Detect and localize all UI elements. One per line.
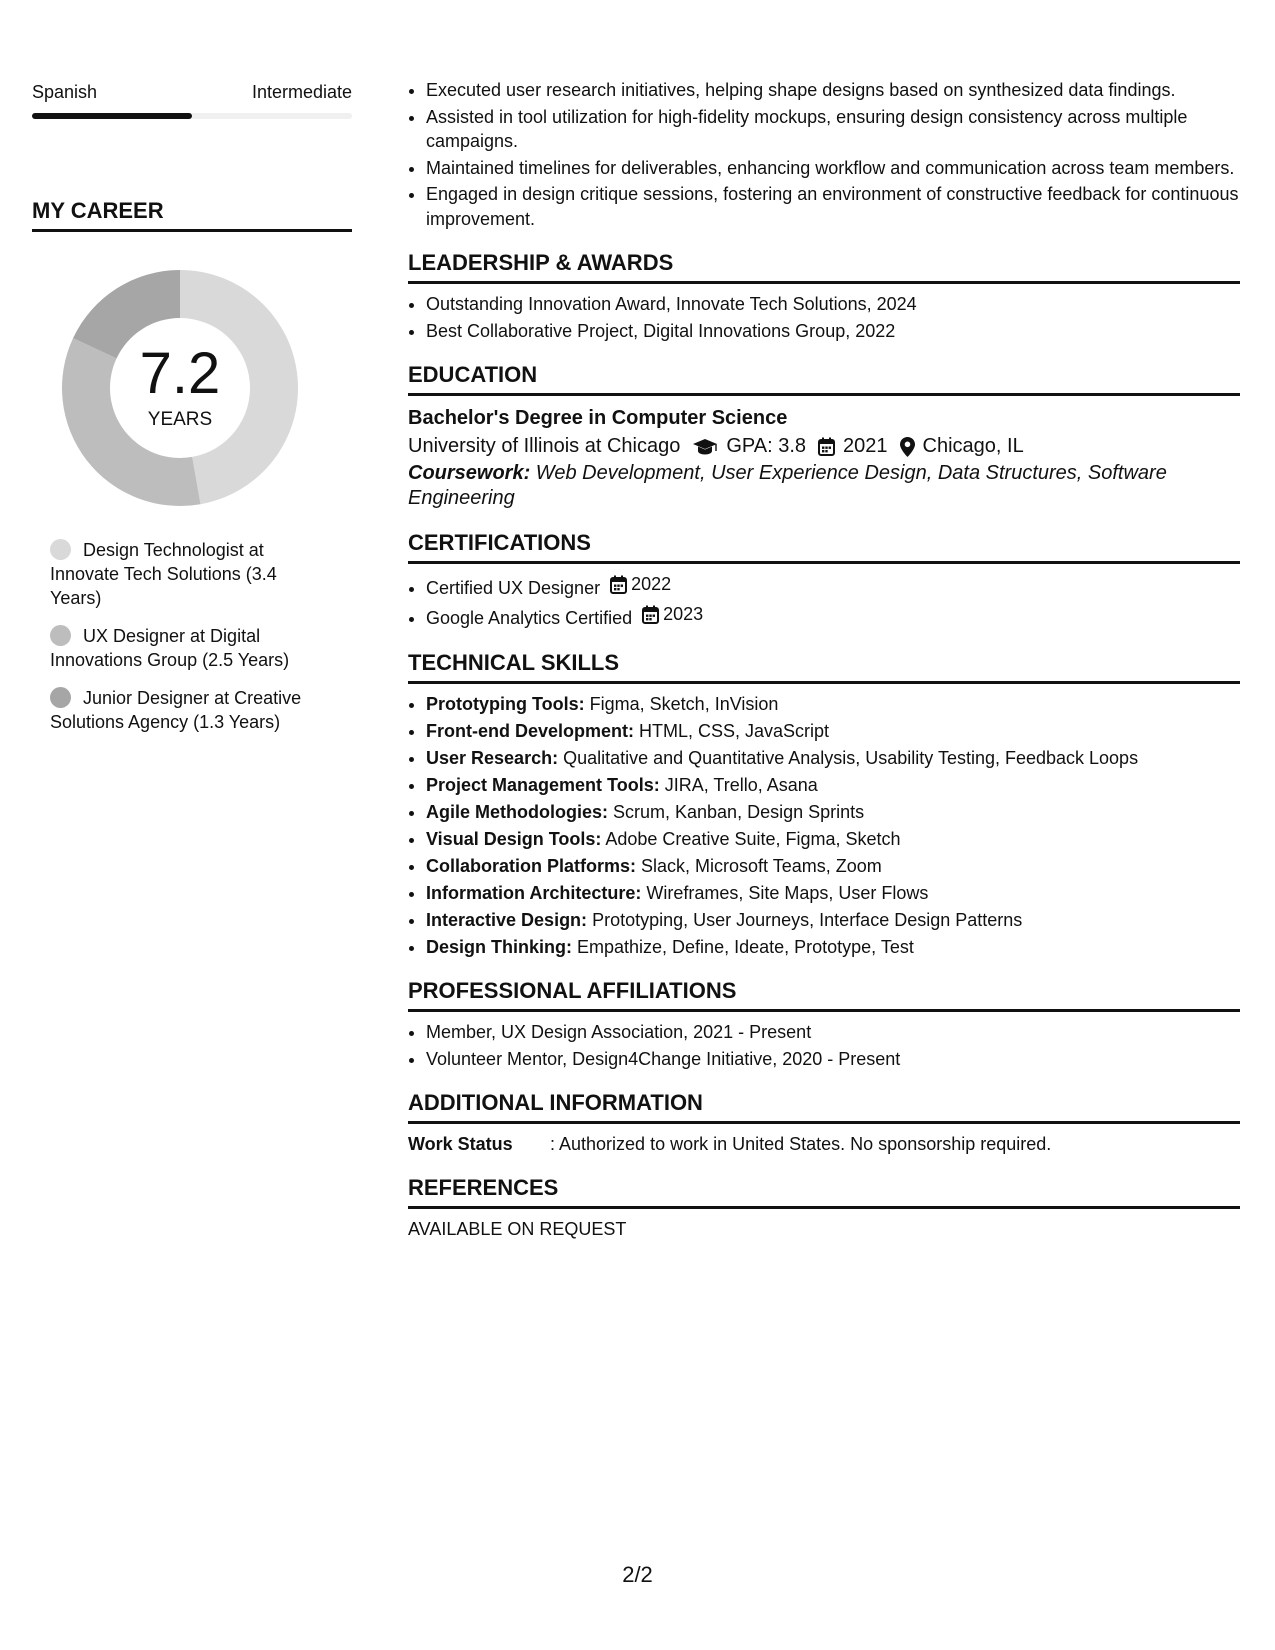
coursework-list: Web Development, User Experience Design, Data Structures, Software Engineering: [408, 462, 1167, 509]
education-location: Chicago, IL: [922, 435, 1024, 457]
skill-label: Visual Design Tools:: [426, 828, 602, 849]
affiliations-list: [408, 1020, 1240, 1071]
certification-year: 2023: [663, 604, 704, 625]
career-title: MY CAREER: [32, 197, 352, 232]
list-item: [426, 572, 1240, 600]
legend-dot: [50, 625, 71, 646]
skill-item: [426, 719, 1240, 744]
education-title: EDUCATION: [408, 361, 1240, 396]
language-proficiency-fill: [32, 113, 192, 119]
skill-item: [426, 935, 1240, 960]
graduation-cap-icon: [692, 438, 718, 456]
skill-value: JIRA, Trello, Asana: [659, 774, 818, 795]
skill-value: Prototyping, User Journeys, Interface Design Patterns: [587, 909, 1023, 930]
skill-value: Empathize, Define, Ideate, Prototype, Test: [572, 936, 914, 957]
work-status-row: [408, 1132, 1240, 1156]
map-pin-icon: [900, 437, 915, 457]
skill-item: [426, 854, 1240, 879]
skill-label: Agile Methodologies:: [426, 801, 608, 822]
skill-value: HTML, CSS, JavaScript: [634, 720, 830, 741]
skill-item: [426, 908, 1240, 933]
skill-value: Scrum, Kanban, Design Sprints: [608, 801, 865, 822]
skill-value: Slack, Microsoft Teams, Zoom: [636, 855, 882, 876]
list-item: • Outstanding Innovation Award, Innovate Tech Solutions, 2024: [426, 292, 1240, 317]
list-item: • Engaged in design critique sessions, fostering an environment of constructive feedback for continuous improvement.: [426, 182, 1240, 231]
skill-label: Design Thinking:: [426, 936, 572, 957]
education-details: [408, 432, 1240, 461]
certifications-title: CERTIFICATIONS: [408, 529, 1240, 564]
list-item: [426, 602, 1240, 630]
career-total-years: 7.2: [139, 341, 221, 406]
career-legend: [50, 538, 320, 734]
skills-title: TECHNICAL SKILLS: [408, 649, 1240, 684]
list-item: • Volunteer Mentor, Design4Change Initiative, 2020 - Present: [426, 1047, 1240, 1072]
references-text: AVAILABLE ON REQUEST: [408, 1219, 627, 1239]
legend-label: UX Designer at Digital Innovations Group (2.5 Years): [50, 626, 290, 670]
coursework-label: Coursework:: [408, 462, 531, 484]
language-row: [32, 80, 352, 104]
skill-item: [426, 746, 1240, 771]
skill-value: Adobe Creative Suite, Figma, Sketch: [601, 828, 901, 849]
work-status-label: Work Status: [408, 1134, 513, 1154]
certification-name: Certified UX Designer: [426, 577, 601, 598]
experience-bullets: [408, 78, 1240, 231]
skill-value: Wireframes, Site Maps, User Flows: [641, 882, 929, 903]
certifications-list: [408, 572, 1240, 631]
skill-item: [426, 773, 1240, 798]
legend-item: [50, 686, 320, 734]
certification-year: 2022: [631, 574, 672, 594]
skill-value: Figma, Sketch, InVision: [584, 693, 779, 714]
legend-dot: [50, 539, 71, 560]
certification-name: Google Analytics Certified: [426, 608, 633, 628]
legend-label: Design Technologist at Innovate Tech Solutions (3.4 Years): [50, 540, 277, 608]
career-total-unit: YEARS: [147, 409, 213, 430]
skill-label: Information Architecture:: [426, 882, 642, 903]
legend-item: [50, 624, 320, 672]
calendar-icon: [642, 605, 659, 624]
legend-dot: [50, 687, 71, 708]
skill-item: [426, 827, 1240, 852]
additional-info-title: ADDITIONAL INFORMATION: [408, 1089, 1240, 1124]
skills-list: [408, 692, 1240, 960]
calendar-icon: [610, 575, 627, 594]
references-title: REFERENCES: [408, 1174, 1240, 1209]
affiliations-title: PROFESSIONAL AFFILIATIONS: [408, 977, 1240, 1012]
skill-label: Front-end Development:: [426, 720, 635, 741]
left-column: [32, 80, 352, 748]
skill-label: Project Management Tools:: [426, 774, 660, 795]
page-number: 2/2: [622, 1562, 653, 1587]
donut-center: [56, 264, 304, 512]
list-item: • Maintained timelines for deliverables, enhancing workflow and communication across team members.: [426, 156, 1240, 181]
career-donut: [56, 264, 304, 512]
skill-item: [426, 800, 1240, 825]
education-school: University of Illinois at Chicago: [408, 435, 681, 457]
list-item: • Executed user research initiatives, helping shape designs based on synthesized data findings.: [426, 78, 1240, 103]
list-item: • Assisted in tool utilization for high-fidelity mockups, ensuring design consistency across multiple campaigns.: [426, 105, 1240, 154]
list-item: • Member, UX Design Association, 2021 - Present: [426, 1020, 1240, 1045]
education-degree: Bachelor's Degree in Computer Science: [408, 407, 788, 429]
leadership-list: [408, 292, 1240, 343]
language-name: Spanish: [32, 82, 98, 102]
legend-label: Junior Designer at Creative Solutions Agency (1.3 Years): [50, 688, 302, 732]
education-gpa: GPA: 3.8: [726, 435, 807, 457]
skill-label: Prototyping Tools:: [426, 693, 585, 714]
list-item: • Best Collaborative Project, Digital Innovations Group, 2022: [426, 319, 1240, 344]
skill-label: Collaboration Platforms:: [426, 855, 637, 876]
leadership-title: LEADERSHIP & AWARDS: [408, 249, 1240, 284]
right-column: [408, 78, 1240, 1241]
skill-label: User Research:: [426, 747, 559, 768]
language-level: Intermediate: [251, 82, 352, 102]
education-year: 2021: [843, 435, 888, 457]
legend-item: [50, 538, 320, 610]
education-coursework: [408, 461, 1240, 511]
skill-label: Interactive Design:: [426, 909, 588, 930]
skill-item: [426, 692, 1240, 717]
skill-value: Qualitative and Quantitative Analysis, Usability Testing, Feedback Loops: [558, 747, 1139, 768]
skill-item: [426, 881, 1240, 906]
calendar-icon: [818, 437, 835, 456]
language-proficiency-bar: [32, 113, 352, 119]
work-status-value: : Authorized to work in United States. No sponsorship required.: [550, 1134, 1052, 1154]
